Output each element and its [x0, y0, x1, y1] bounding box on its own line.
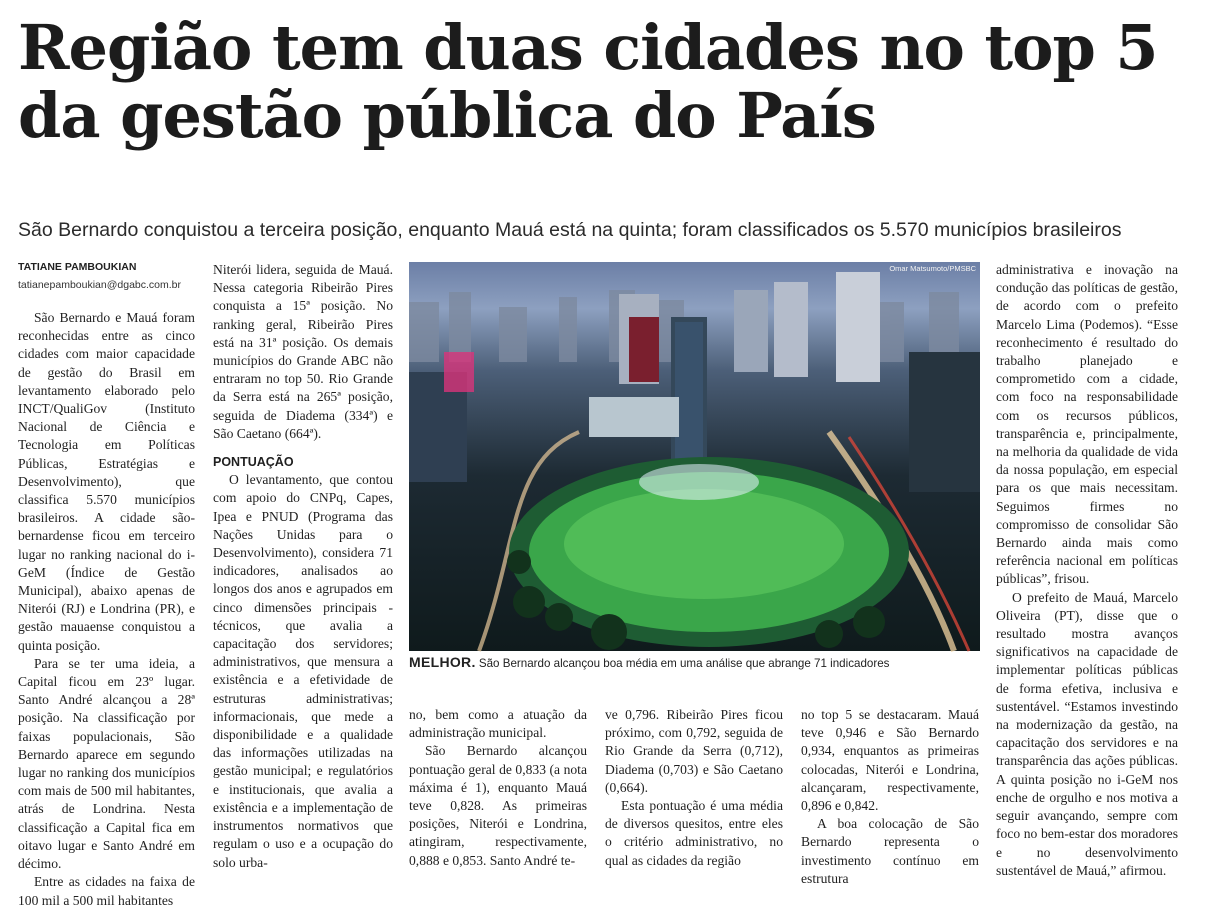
photo-caption: [409, 654, 980, 670]
paragraph: no top 5 se destacaram. Mauá teve 0,946 e São Bernardo 0,934, enquantos as primeiras colocadas, Niterói e Londrina, alcançaram, respectivamente, 0,896 e 0,842.: [801, 707, 979, 814]
paragraph: Entre as cidades na faixa de 100 mil a 500 mil habitantes: [18, 874, 195, 908]
paragraph: no, bem como a atuação da administração municipal.: [409, 707, 587, 741]
article-column-6: [996, 261, 1178, 878]
headline: Região tem duas cidades no top 5 da gestão pública do País: [18, 11, 1158, 152]
article-column-3: [409, 706, 587, 869]
article-column-2: [213, 261, 393, 869]
photo-credit: Omar Matsumoto/PMSBC: [889, 264, 976, 273]
caption-text: São Bernardo alcançou boa média em uma análise que abrange 71 indicadores: [475, 657, 890, 670]
paragraph: O prefeito de Mauá, Marcelo Oliveira (PT), disse que o resultado mostra avanços significativos na capacidade de implementar políticas públicas de forma efetiva, inclusiva e sustentável. “Estamos investindo na modernização da gestão, na capacitação dos servidores e na transparência das ações públicas. A quinta posição no i-GeM nos enche de orgulho e nos motiva a seguir avançando, sempre com foco no bem-estar dos moradores e no desenvolvimento sustentável de Mauá,” afirmou.: [996, 589, 1178, 878]
paragraph: A boa colocação de São Bernardo representa o investimento contínuo em estrutura: [801, 816, 979, 886]
caption-keyword: MELHOR.: [409, 654, 476, 670]
author-email: tatianepamboukian@dgabc.com.br: [18, 279, 182, 291]
aerial-city-photo: [409, 262, 980, 651]
paragraph: Esta pontuação é uma média de diversos quesitos, entre eles o critério administrativo, no qual as cidades da região: [605, 798, 783, 868]
paragraph: ve 0,796. Ribeirão Pires ficou próximo, com 0,792, seguida de Rio Grande da Serra (0,712), Diadema (0,703) e São Caetano (0,664).: [605, 707, 783, 795]
paragraph: Niterói lidera, seguida de Mauá. Nessa categoria Ribeirão Pires conquista a 15ª posição. No ranking geral, Ribeirão Pires está na 31ª posição. Os demais municípios do Grande ABC não entraram no top 50. Rio Grande da Serra está na 265ª posição, seguida de Diadema (334ª) e São Caetano (664ª).: [213, 262, 393, 441]
paragraph: O levantamento, que contou com apoio do CNPq, Capes, Ipea e PNUD (Programa das Nações Unidas para o Desenvolvimento), considera 71 indicadores, analisados ao longos dos anos e agrupados em cinco dimensões principais - técnicos, que avalia a capacitação dos servidores; administrativos, que mensura a existência e a efetividade de estruturas administrativas; informacionais, que mede a disponibilidade e a qualidade das informações utilizadas na gestão municipal; e regulatórios e institucionais, que avalia a existência e a implementação de instrumentos normativos que regulam o uso e a ocupação do solo urba-: [213, 472, 393, 870]
article-column-1: [18, 309, 195, 908]
subheadline: São Bernardo conquistou a terceira posição, enquanto Mauá está na quinta; foram classificados os 5.570 municípios brasileiros: [18, 219, 1122, 241]
photo-illustration: [409, 262, 980, 651]
paragraph: São Bernardo e Mauá foram reconhecidas entre as cinco cidades com maior capacidade de gestão do Brasil em levantamento elaborado pelo INCT/QualiGov (Instituto Nacional de Ciência e Tecnologia em Políticas Públicas, Estratégias e Desenvolvimento), que classifica 5.570 municípios brasileiros. A cidade são-bernardense ficou em terceiro lugar no ranking nacional do i-GeM (Índice de Gestão Municipal), abaixo apenas de Niterói (RJ) e Londrina (PR), e gestão mauaense conquistou a quinta posição.: [18, 310, 195, 653]
section-heading: PONTUAÇÃO: [213, 455, 294, 470]
paragraph: São Bernardo alcançou pontuação geral de 0,833 (a nota máxima é 1), enquanto Mauá teve 0,828. As primeiras posições, Niterói e Londrina, atingiram, respectivamente, 0,888 e 0,853. Santo André te-: [409, 743, 587, 868]
author-byline: TATIANE PAMBOUKIAN: [18, 261, 137, 273]
article-column-5: [801, 706, 979, 886]
paragraph: Para se ter uma ideia, a Capital ficou em 23º lugar. Santo André alcançou a 28ª posição. Na classificação por faixas populacionais, São Bernardo aparece em segundo lugar no ranking dos municípios com mais de 500 mil habitantes, atrás de Londrina. Nesta classificação a Capital fica em oitavo lugar e Santo André em décimo.: [18, 655, 195, 872]
article-column-4: [605, 706, 783, 869]
paragraph: administrativa e inovação na condução das políticas de gestão, de acordo com o prefeito Marcelo Lima (Podemos). “Esse reconhecimento é resultado do trabalho planejado e comprometido com a cidade, com foco na responsabilidade com os recursos públicos, transparência e, principalmente, na melhoria da qualidade de vida da nossa população, em especial para os que mais necessitam. Seguimos firmes no compromisso de consolidar São Bernardo ainda mais como referência nacional em políticas públicas”, frisou.: [996, 262, 1178, 587]
